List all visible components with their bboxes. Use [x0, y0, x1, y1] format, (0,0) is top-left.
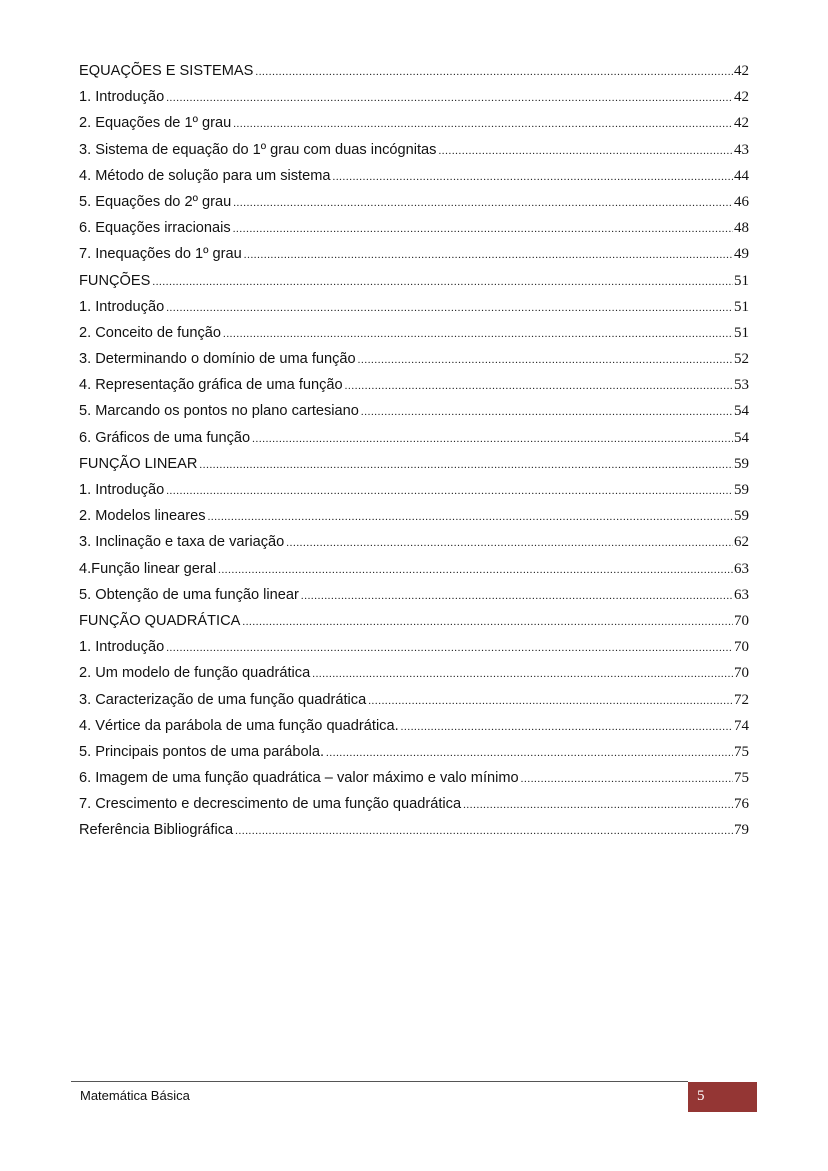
toc-entry-title: 5. Principais pontos de uma parábola.: [79, 743, 325, 760]
toc-dot-leader: [332, 164, 733, 190]
toc-entry-title: 3. Inclinação e taxa de variação: [79, 534, 285, 551]
toc-entry-title: 1. Introdução: [79, 482, 165, 498]
toc-dot-leader: [242, 609, 733, 635]
toc-entry-page: 43: [734, 141, 749, 158]
toc-entry-title: 1. Introdução: [79, 639, 165, 656]
toc-entry-title: 2. Equações de 1º grau: [79, 115, 232, 132]
toc-entry-title: EQUAÇÕES E SISTEMAS: [79, 63, 254, 79]
toc-entry[interactable]: [79, 582, 749, 608]
toc-entry-page: 51: [734, 324, 749, 341]
toc-entry-page: 42: [734, 115, 749, 132]
toc-entry-title: 4. Vértice da parábola de uma função quadrática.: [79, 717, 399, 734]
toc-dot-leader: [166, 635, 733, 661]
toc-entry[interactable]: [79, 660, 749, 686]
toc-entry-page: 74: [734, 717, 749, 734]
toc-entry-page: 59: [734, 508, 749, 525]
toc-entry[interactable]: [79, 817, 749, 843]
toc-dot-leader: [463, 792, 733, 818]
toc-entry-title: FUNÇÃO LINEAR: [79, 455, 198, 472]
toc-entry-page: 52: [734, 351, 749, 368]
toc-dot-leader: [235, 818, 733, 844]
toc-dot-leader: [233, 111, 733, 137]
toc-entry-title: 2. Conceito de função: [79, 324, 221, 341]
toc-entry[interactable]: [79, 791, 749, 817]
toc-entry[interactable]: [79, 398, 749, 424]
toc-entry-title: 6. Equações irracionais: [79, 220, 231, 237]
toc-entry[interactable]: [79, 451, 749, 477]
toc-entry[interactable]: [79, 163, 749, 189]
toc-entry[interactable]: [79, 556, 749, 582]
toc-entry-page: 49: [734, 246, 749, 263]
toc-entry-page: 51: [734, 272, 749, 289]
toc-entry[interactable]: [79, 529, 749, 555]
toc-dot-leader: [521, 766, 733, 792]
toc-entry-page: 76: [734, 796, 749, 813]
toc-dot-leader: [368, 688, 733, 714]
table-of-contents: [79, 58, 749, 844]
toc-dot-leader: [199, 452, 733, 478]
toc-dot-leader: [166, 295, 733, 321]
toc-entry-title: 5. Equações do 2º grau: [79, 193, 232, 210]
toc-entry-page: 70: [734, 665, 749, 682]
toc-entry-title: 3. Sistema de equação do 1º grau com duas incógnitas: [79, 141, 437, 158]
toc-entry[interactable]: [79, 608, 749, 634]
toc-entry[interactable]: [79, 320, 749, 346]
footer-page-badge: [688, 1082, 757, 1112]
footer-title: Matemática Básica: [80, 1088, 190, 1103]
toc-entry[interactable]: [79, 294, 749, 320]
toc-dot-leader: [345, 373, 733, 399]
toc-entry-page: 42: [734, 63, 749, 79]
toc-entry-page: 51: [734, 298, 749, 315]
toc-entry-title: 4. Método de solução para um sistema: [79, 167, 331, 184]
toc-entry-page: 75: [734, 743, 749, 760]
toc-entry-title: FUNÇÕES: [79, 272, 151, 289]
toc-dot-leader: [438, 138, 733, 164]
toc-entry[interactable]: [79, 687, 749, 713]
toc-entry-page: 59: [734, 482, 749, 498]
toc-dot-leader: [401, 714, 733, 740]
toc-dot-leader: [361, 399, 733, 425]
toc-entry-title: 4. Representação gráfica de uma função: [79, 377, 343, 394]
toc-entry[interactable]: [79, 425, 749, 451]
toc-entry-page: 63: [734, 560, 749, 577]
toc-entry[interactable]: [79, 84, 749, 110]
toc-entry-page: 63: [734, 586, 749, 603]
toc-dot-leader: [358, 347, 733, 373]
toc-entry[interactable]: [79, 110, 749, 136]
toc-entry-page: 44: [734, 167, 749, 184]
toc-entry-title: 3. Caracterização de uma função quadrática: [79, 691, 367, 708]
toc-entry[interactable]: [79, 739, 749, 765]
toc-dot-leader: [208, 504, 733, 530]
toc-entry-title: 2. Um modelo de função quadrática: [79, 665, 311, 682]
toc-entry[interactable]: [79, 634, 749, 660]
toc-dot-leader: [166, 85, 733, 111]
toc-dot-leader: [244, 242, 733, 268]
toc-entry-page: 59: [734, 455, 749, 472]
toc-entry-page: 79: [734, 822, 749, 839]
toc-entry[interactable]: [79, 477, 749, 503]
toc-dot-leader: [166, 478, 733, 504]
toc-entry[interactable]: [79, 215, 749, 241]
toc-entry-title: 1. Introdução: [79, 298, 165, 315]
toc-entry-title: 3. Determinando o domínio de uma função: [79, 351, 356, 368]
toc-entry[interactable]: [79, 58, 749, 84]
toc-entry-title: 7. Inequações do 1º grau: [79, 246, 242, 263]
toc-entry-page: 48: [734, 220, 749, 237]
toc-dot-leader: [286, 530, 733, 556]
toc-entry-title: FUNÇÃO QUADRÁTICA: [79, 612, 241, 629]
toc-entry-title: 5. Marcando os pontos no plano cartesiano: [79, 403, 359, 420]
toc-entry-title: 4.Função linear geral: [79, 560, 217, 577]
footer-divider: [71, 1081, 688, 1082]
toc-entry[interactable]: [79, 189, 749, 215]
toc-dot-leader: [223, 321, 733, 347]
toc-entry[interactable]: [79, 268, 749, 294]
toc-entry[interactable]: [79, 765, 749, 791]
toc-entry[interactable]: [79, 372, 749, 398]
toc-entry-page: 70: [734, 612, 749, 629]
toc-entry-page: 54: [734, 429, 749, 446]
toc-entry-title: 2. Modelos lineares: [79, 508, 206, 525]
toc-entry[interactable]: [79, 713, 749, 739]
toc-entry-title: 1. Introdução: [79, 89, 165, 106]
toc-entry-page: 54: [734, 403, 749, 420]
toc-dot-leader: [252, 426, 733, 452]
toc-entry-title: 6. Gráficos de uma função: [79, 429, 251, 446]
page-number: 5: [697, 1088, 705, 1104]
toc-dot-leader: [326, 740, 733, 766]
toc-entry-page: 53: [734, 377, 749, 394]
toc-dot-leader: [301, 583, 733, 609]
toc-entry-page: 70: [734, 639, 749, 656]
toc-dot-leader: [255, 59, 733, 85]
toc-entry-page: 46: [734, 193, 749, 210]
toc-dot-leader: [233, 190, 733, 216]
toc-dot-leader: [233, 216, 733, 242]
toc-entry-page: 75: [734, 770, 749, 787]
toc-dot-leader: [312, 661, 733, 687]
toc-entry[interactable]: [79, 241, 749, 267]
toc-entry-title: 7. Crescimento e decrescimento de uma função quadrática: [79, 796, 462, 813]
toc-entry[interactable]: [79, 137, 749, 163]
toc-entry-title: 5. Obtenção de uma função linear: [79, 586, 299, 603]
toc-entry-page: 72: [734, 691, 749, 708]
toc-entry[interactable]: [79, 503, 749, 529]
toc-entry-page: 42: [734, 89, 749, 106]
toc-entry-title: Referência Bibliográfica: [79, 822, 234, 839]
toc-dot-leader: [152, 269, 733, 295]
toc-dot-leader: [218, 557, 733, 583]
toc-entry-page: 62: [734, 534, 749, 551]
toc-entry-title: 6. Imagem de uma função quadrática – valor máximo e valo mínimo: [79, 770, 519, 787]
toc-entry[interactable]: [79, 346, 749, 372]
